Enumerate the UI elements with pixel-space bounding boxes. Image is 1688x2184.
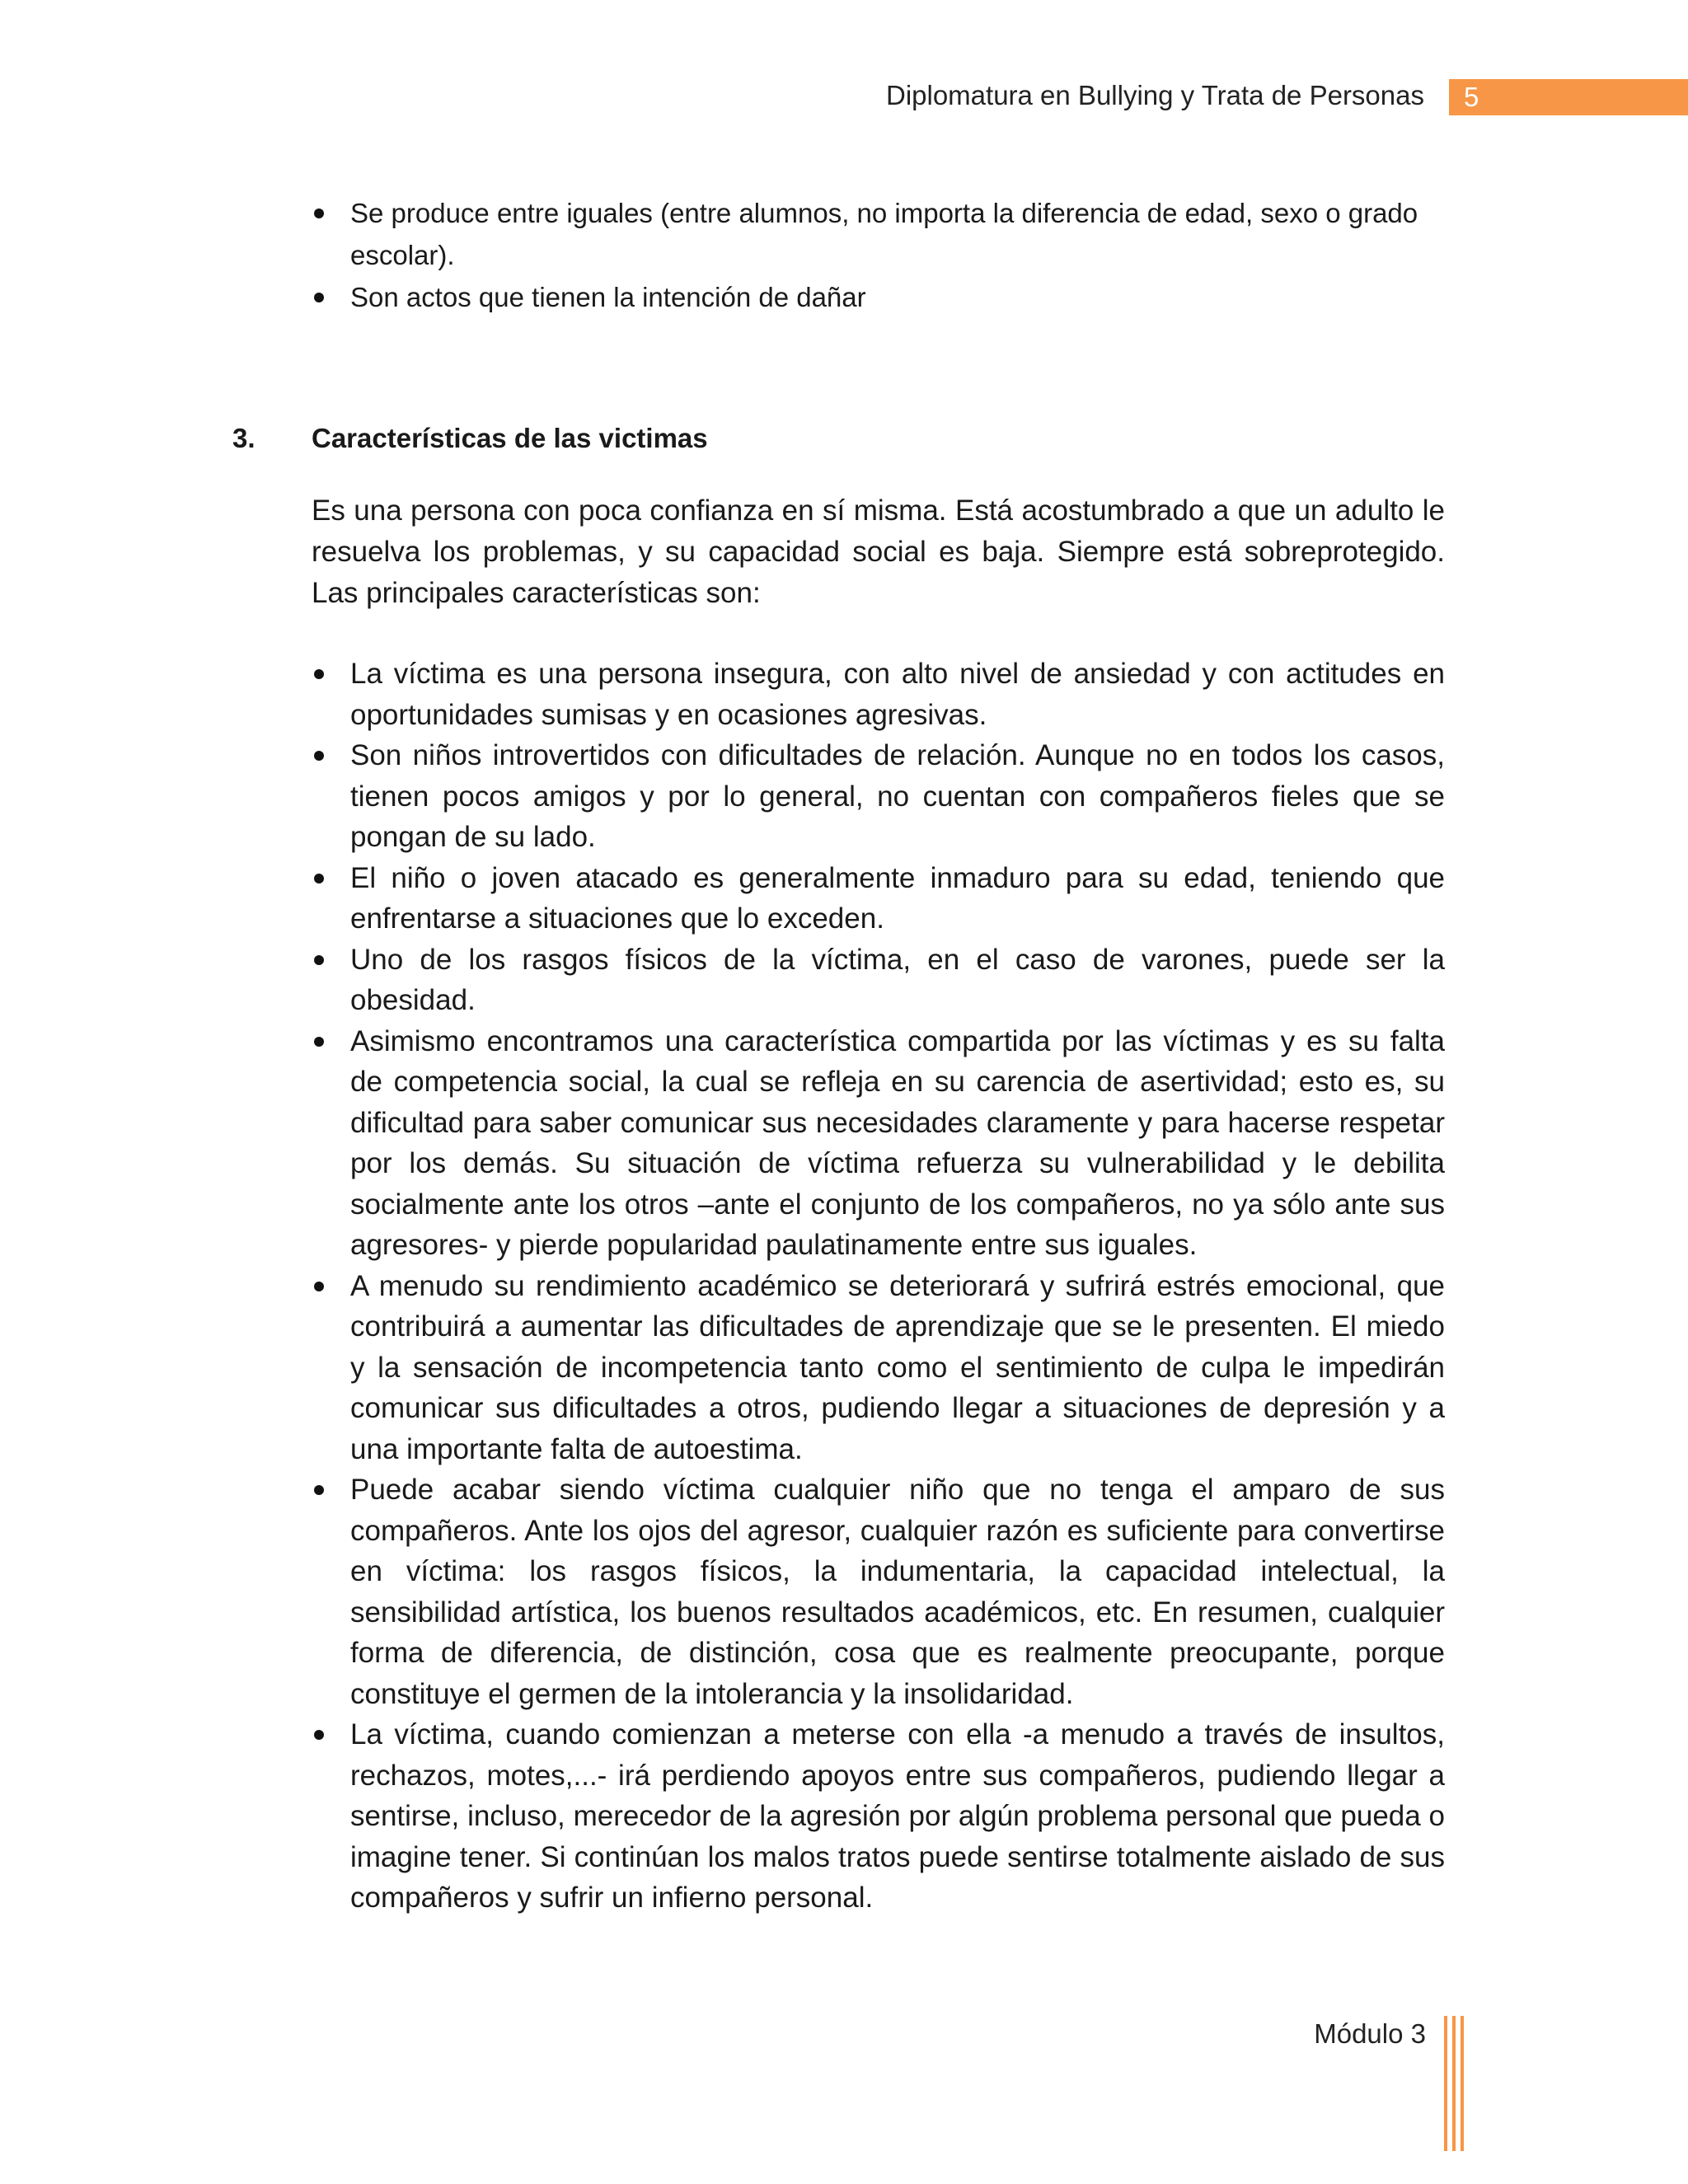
header-title: Diplomatura en Bullying y Trata de Personas [885, 80, 1424, 110]
list-item [312, 735, 1445, 858]
list-item-text: La víctima es una persona insegura, con alto nivel de ansiedad y con actitudes en oportunidades sumisas y en ocasiones agresivas. [350, 658, 1445, 731]
list-item-text: Son niños introvertidos con dificultades de relación. Aunque no en todos los casos, tienen pocos amigos y por lo general, no cuentan con compañeros fieles que se pongan de su lado. [350, 739, 1445, 853]
list-item-text: A menudo su rendimiento académico se deteriorará y sufrirá estrés emocional, que contribuirá a aumentar las dificultades de aprendizaje que se le presenten. El miedo y la sensación de incompetencia tanto como el sentimiento de culpa le impedirán comunicar sus dificultades a otros, pudiendo llegar a situaciones de depresión y a una importante falta de autoestima. [350, 1269, 1445, 1465]
list-item [312, 1469, 1445, 1714]
list-item [312, 1021, 1445, 1266]
page-number: 5 [1464, 82, 1479, 112]
list-item-text: Son actos que tienen la intención de dañar [350, 282, 866, 312]
list-item-text: La víctima, cuando comienzan a meterse con ella -a menudo a través de insultos, rechazos, motes,...- irá perdiendo apoyos entre sus compañeros, pudiendo llegar a sentirse, incluso, merecedor de la agresión por algún problema personal que pueda o imagine tener. Si continúan los malos tratos puede sentirse totalmente aislado de sus compañeros y sufrir un infierno personal. [350, 1718, 1445, 1914]
list-item [312, 940, 1445, 1021]
bullet-icon [314, 293, 324, 302]
bullet-icon [314, 955, 324, 965]
bullet-icon [314, 1282, 324, 1291]
bullet-icon [314, 209, 324, 218]
list-item [312, 858, 1445, 940]
bullet-icon [314, 874, 324, 883]
list-item-text: El niño o joven atacado es generalmente inmaduro para su edad, teniendo que enfrentarse a situaciones que lo exceden. [350, 861, 1445, 935]
list-item [312, 654, 1445, 735]
footer-rules-decoration [1444, 2016, 1469, 2151]
characteristics-list [312, 654, 1445, 1919]
intro-paragraph: Es una persona con poca confianza en sí misma. Está acostumbrado a que un adulto le resuelva los problemas, y su capacidad social es baja. Siempre está sobreprotegido. Las principales características son: [312, 494, 1445, 609]
bullet-icon [314, 751, 324, 761]
list-item-text: Puede acabar siendo víctima cualquier niño que no tenga el amparo de sus compañeros. Ante los ojos del agresor, cualquier razón es suficiente para convertirse en víctima: los rasgos físicos, la indumentaria, la capacidad intelectual, la sensibilidad artística, los buenos resultados académicos, etc. En resumen, cualquier forma de diferencia, de distinción, cosa que es realmente preocupante, porque constituye el germen de la intolerancia y la insolidaridad. [350, 1474, 1445, 1710]
footer-module-label: Módulo 3 [1314, 2018, 1426, 2049]
bullet-icon [314, 1037, 324, 1047]
list-item [312, 1266, 1445, 1470]
top-bullet-list [312, 192, 1445, 318]
section-number: 3. [232, 423, 256, 453]
list-item [312, 1714, 1445, 1919]
section-title: Características de las victimas [312, 423, 708, 453]
list-item-text: Asimismo encontramos una característica compartida por las víctimas y es su falta de competencia social, la cual se refleja en su carencia de asertividad; esto es, su dificultad para saber comunicar sus necesidades claramente y para hacerse respetar por los demás. Su situación de víctima refuerza su vulnerabilidad y le debilita socialmente ante los otros –ante el conjunto de los compañeros, no ya sólo ante sus agresores- y pierde popularidad paulatinamente entre sus iguales. [350, 1024, 1445, 1261]
list-item-text: Se produce entre iguales (entre alumnos, no importa la diferencia de edad, sexo o grado escolar). [350, 198, 1418, 270]
bullet-icon [314, 1730, 324, 1740]
page-number-badge [1449, 79, 1688, 115]
bullet-icon [314, 669, 324, 679]
list-item-text: Uno de los rasgos físicos de la víctima, en el caso de varones, puede ser la obesidad. [350, 943, 1445, 1016]
bullet-icon [314, 1485, 324, 1495]
list-item [312, 192, 1445, 276]
section-heading [232, 420, 708, 457]
list-item [312, 276, 1445, 318]
